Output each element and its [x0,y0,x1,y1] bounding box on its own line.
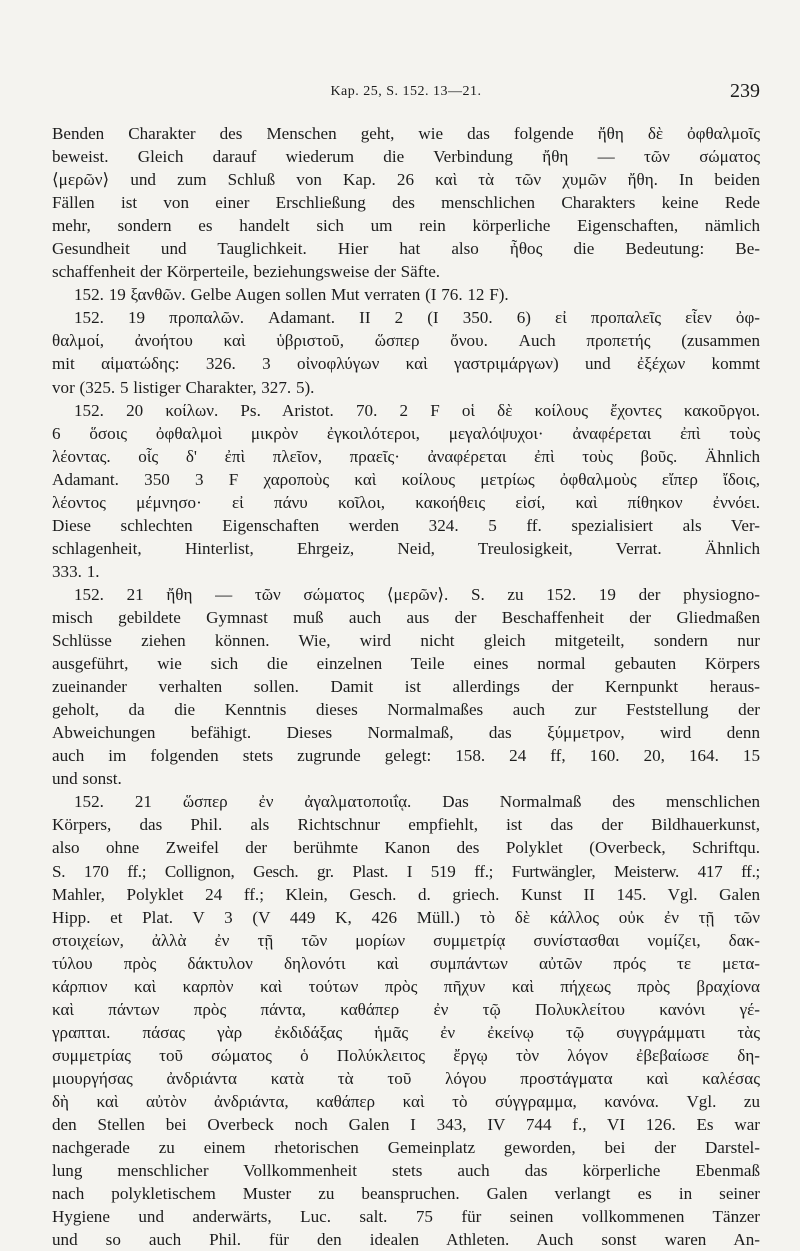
text-line: 152. 21 ὥσπερ ἐν ἀγαλματοποιΐᾳ. Das Normalmaß des menschlichen [74,792,760,812]
text-line: θαλμοί, ἀνοήτου καὶ ὑβριστοῦ, ὥσπερ ὄνου. Auch προπετής (zusammen [52,331,760,351]
body-text [52,122,760,1251]
text-line: mehr, sondern es handelt sich um rein körperliche Eigenschaften, nämlich [52,216,760,236]
text-line: nachgerade zu einem rhetorischen Gemeinplatz geworden, bei der Darstel- [52,1138,760,1158]
text-line: δὴ καὶ αὐτὸν ἀνδριάντα, καθάπερ καὶ τὸ σύγγραμμα, κανόνα. Vgl. zu [52,1091,760,1111]
text-line: misch gebildete Gymnast muß auch aus der Beschaffenheit der Gliedmaßen [52,607,760,627]
text-line: und sonst. [52,769,122,789]
text-line: lung menschlicher Vollkommenheit stets auch das körperliche Ebenmaß [52,1161,760,1181]
running-title: Kap. 25, S. 152. 13—21. [330,84,482,99]
text-line: Körpers, das Phil. als Richtschnur empfiehlt, ist das der Bildhauerkunst, [52,815,760,835]
text-line: 152. 21 ἤθη — τῶν σώματος ⟨μερῶν⟩. S. zu 152. 19 der physiogno- [74,584,760,604]
text-line: und so auch Phil. für den idealen Athleten. Auch sonst waren An- [52,1230,760,1250]
text-line: Hipp. et Plat. V 3 (V 449 K, 426 Müll.) τὸ δὲ κάλλος οὐκ ἐν τῇ τῶν [52,907,760,927]
text-line: schlagenheit, Hinterlist, Ehrgeiz, Neid, Treulosigkeit, Verrat. Ähnlich [52,538,760,558]
text-line: mit αἱματώδης: 326. 3 οἰνοφλύγων καὶ γαστριμάργων) und ἐξέχων kommt [52,354,760,374]
text-line: Abweichungen befähigt. Dieses Normalmaß, das ξύμμετρον, wird denn [52,723,760,743]
text-line: στοιχείων, ἀλλὰ ἐν τῇ τῶν μορίων συμμετρίᾳ συνίστασθαι νομίζει, δακ- [52,930,760,950]
text-line: nach polykletischem Muster zu beanspruchen. Galen verlangt es in seiner [52,1184,760,1204]
text-line: Diese schlechten Eigenschaften werden 324. 5 ff. spezialisiert als Ver- [52,515,760,535]
text-line: S. 170 ff.; Collignon, Gesch. gr. Plast. I 519 ff.; Furtwängler, Meisterw. 417 ff.; [52,861,760,881]
text-line: also ohne Zweifel der berühmte Kanon des Polyklet (Overbeck, Schriftqu. [52,838,760,858]
text-line: μιουργήσας ἀνδριάντα κατὰ τὰ τοῦ λόγου προστάγματα καὶ καλέσας [52,1068,760,1088]
text-line: den Stellen bei Overbeck noch Galen I 343, IV 744 f., VI 126. Es war [52,1115,760,1135]
text-line: καὶ πάντων πρὸς πάντα, καθάπερ ἐν τῷ Πολυκλείτου κανόνι γέ- [52,999,760,1019]
text-line: Hygiene und anderwärts, Luc. salt. 75 für seinen vollkommenen Tänzer [52,1207,760,1227]
text-line: Adamant. 350 3 F χαροποὺς καὶ κοίλους μετρίως ὀφθαλμοὺς εἴπερ ἴδοις, [52,469,760,489]
text-line: ausgeführt, wie sich die einzelnen Teile eines normal gebauten Körpers [52,654,760,674]
text-line: Benden Charakter des Menschen geht, wie das folgende ἤθη δὲ ὀφθαλμοῖς [52,124,760,143]
text-line: geholt, da die Kenntnis dieses Normalmaßes auch zur Feststellung der [52,700,760,720]
text-line: Schlüsse ziehen können. Wie, wird nicht gleich mitgeteilt, sondern nur [52,631,760,651]
running-head [52,80,760,104]
text-line: 6 ὅσοις ὀφθαλμοὶ μικρὸν ἐγκοιλότεροι, μεγαλόψυχοι· ἀναφέρεται ἐπὶ τοὺς [52,423,760,443]
text-line: schaffenheit der Körperteile, beziehungsweise der Säfte. [52,262,441,282]
text-line: 333. 1. [52,561,100,581]
text-line: 152. 20 κοίλων. Ps. Aristot. 70. 2 F οἱ δὲ κοίλους ἔχοντες κακοῦργοι. [74,400,760,420]
text-line: auch im folgenden stets zugrunde gelegt: 158. 24 ff, 160. 20, 164. 15 [52,746,760,766]
page-number: 239 [730,80,760,102]
text-line: ⟨μερῶν⟩ und zum Schluß von Kap. 26 καὶ τὰ τῶν χυμῶν ἤθη. In beiden [52,170,760,190]
text-line: Mahler, Polyklet 24 ff.; Klein, Gesch. d. griech. Kunst II 145. Vgl. Galen [52,884,760,904]
text-line: Fällen ist von einer Erschließung des menschlichen Charakters keine Rede [52,193,760,213]
text-line: συμμετρίας τοῦ σώματος ὁ Πολύκλειτος ἔργῳ τὸν λόγον ἐβεβαίωσε δη- [52,1045,760,1065]
text-line: λέοντος μέμνησο· εἰ πάνυ κοῖλοι, κακοήθεις εἰσί, καὶ πίθηκον ἐννόει. [52,492,760,512]
text-line: 152. 19 προπαλῶν. Adamant. II 2 (I 350. 6) εἰ προπαλεῖς εἶεν ὀφ- [74,308,760,328]
text-line: λέοντας. οἷς δ' ἐπὶ πλεῖον, πραεῖς· ἀναφέρεται ἐπὶ τοὺς βοῦς. Ähnlich [52,446,760,466]
text-line: κάρπιον καὶ καρπὸν καὶ τούτων πρὸς πῆχυν καὶ πήχεως πρὸς βραχίονα [52,976,760,996]
text-line: Gesundheit und Tauglichkeit. Hier hat also ἦθος die Bedeutung: Be- [52,239,760,259]
text-line: vor (325. 5 listiger Charakter, 327. 5). [52,377,315,397]
text-line: beweist. Gleich darauf wiederum die Verbindung ἤθη — τῶν σώματος [52,147,760,167]
text-line: τύλου πρὸς δάκτυλον δηλονότι καὶ συμπάντων αὐτῶν πρός τε μετα- [52,953,760,973]
text-line: γραπται. πάσας γὰρ ἐκδιδάξας ἡμᾶς ἐν ἐκείνῳ τῷ συγγράμματι τὰς [52,1022,760,1042]
text-line: zueinander verhalten sollen. Damit ist allerdings der Kernpunkt heraus- [52,677,760,697]
text-line: 152. 19 ξανθῶν. Gelbe Augen sollen Mut verraten (I 76. 12 F). [74,285,509,305]
